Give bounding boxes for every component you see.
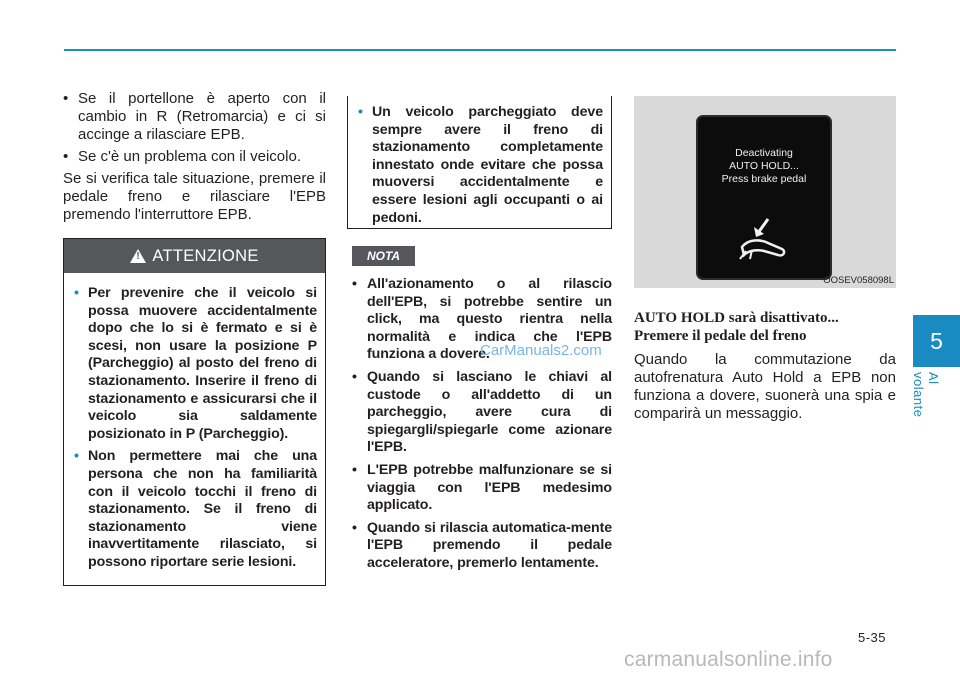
footer-watermark: carmanualsonline.info [624,648,833,671]
brake-pedal-icon [734,213,794,263]
list-item: • Se c'è un problema con il veicolo. [63,148,326,166]
warning-item: • Un veicolo parcheggiato deve sempre avere il freno di stazionamento completamente innestato onde evitare che possa muoversi accidentalmente e essere lesioni agli occupanti o ai pedoni. [358,104,603,226]
body-paragraph: Se si verifica tale situazione, premere il pedale freno e rilasciare l'EPB premendo l'interruttore EPB. [63,170,326,223]
warning-box [63,238,326,586]
body-paragraph: Quando la commutazione da autofrenatura Auto Hold a EPB non funziona a dovere, suonerà una spia e comparirà un messaggio. [634,351,896,422]
warning-item: • Per prevenire che il veicolo si possa muovere accidentalmente dopo che lo si è fermato e si è scesi, non usare la posizione P (Parcheggio) al posto del freno di stazionamento. Inserire il freno di stazionamento e assicurarsi che il veicolo sia saldamente posizionato in P (Parcheggio). [74,285,317,442]
list-item: • Se il portellone è aperto con il cambio in R (Retromarcia) e ci si accinge a rilasciare EPB. [63,90,326,144]
warning-box-continued [347,96,612,229]
figure-id: OOSEV058098L [823,275,894,286]
nota-item: • Quando si rilascia automatica-mente l'EPB premendo il pedale acceleratore, premerlo lentamente. [352,520,612,573]
chapter-label: Al volante [911,372,941,418]
cluster-display-figure [634,96,896,288]
top-rule [64,49,896,51]
warning-triangle-icon: ! [130,249,146,263]
nota-item: • Quando si lasciano le chiavi al custode o all'addetto di un parcheggio, avere cura di spiegargli/spiegarle come azionare l'EPB. [352,369,612,457]
nota-item: • All'azionamento o al rilascio dell'EPB, si potrebbe sentire un click, ma questo rientra nella normalità e indica che l'EPB funziona a dovere. [352,276,612,364]
column-3-text [634,309,896,423]
watermark: CarManuals2.com [480,342,602,359]
page-number: 5-35 [858,630,887,645]
column-1 [63,90,326,224]
nota-item: • L'EPB potrebbe malfunzionare se si viaggia con l'EPB medesimo applicato. [352,462,612,515]
section-heading: AUTO HOLD sarà disattivato... [634,310,839,326]
nota-list [352,276,612,578]
cluster-screen [696,115,832,280]
warning-header [64,239,325,273]
warning-item: • Non permettere mai che una persona che non ha familiarità con il veicolo tocchi il freno di stazionamento. Se il freno di stazionamento viene inavvertitamente rilasciato, si possono riportare serie lesioni. [74,448,317,570]
chapter-tab: 5 [913,315,960,367]
section-heading: Premere il pedale del freno [634,328,807,344]
nota-label: NOTA [352,246,415,266]
warning-title: ATTENZIONE [152,246,259,265]
screen-message: Deactivating AUTO HOLD... Press brake pedal [721,147,807,185]
